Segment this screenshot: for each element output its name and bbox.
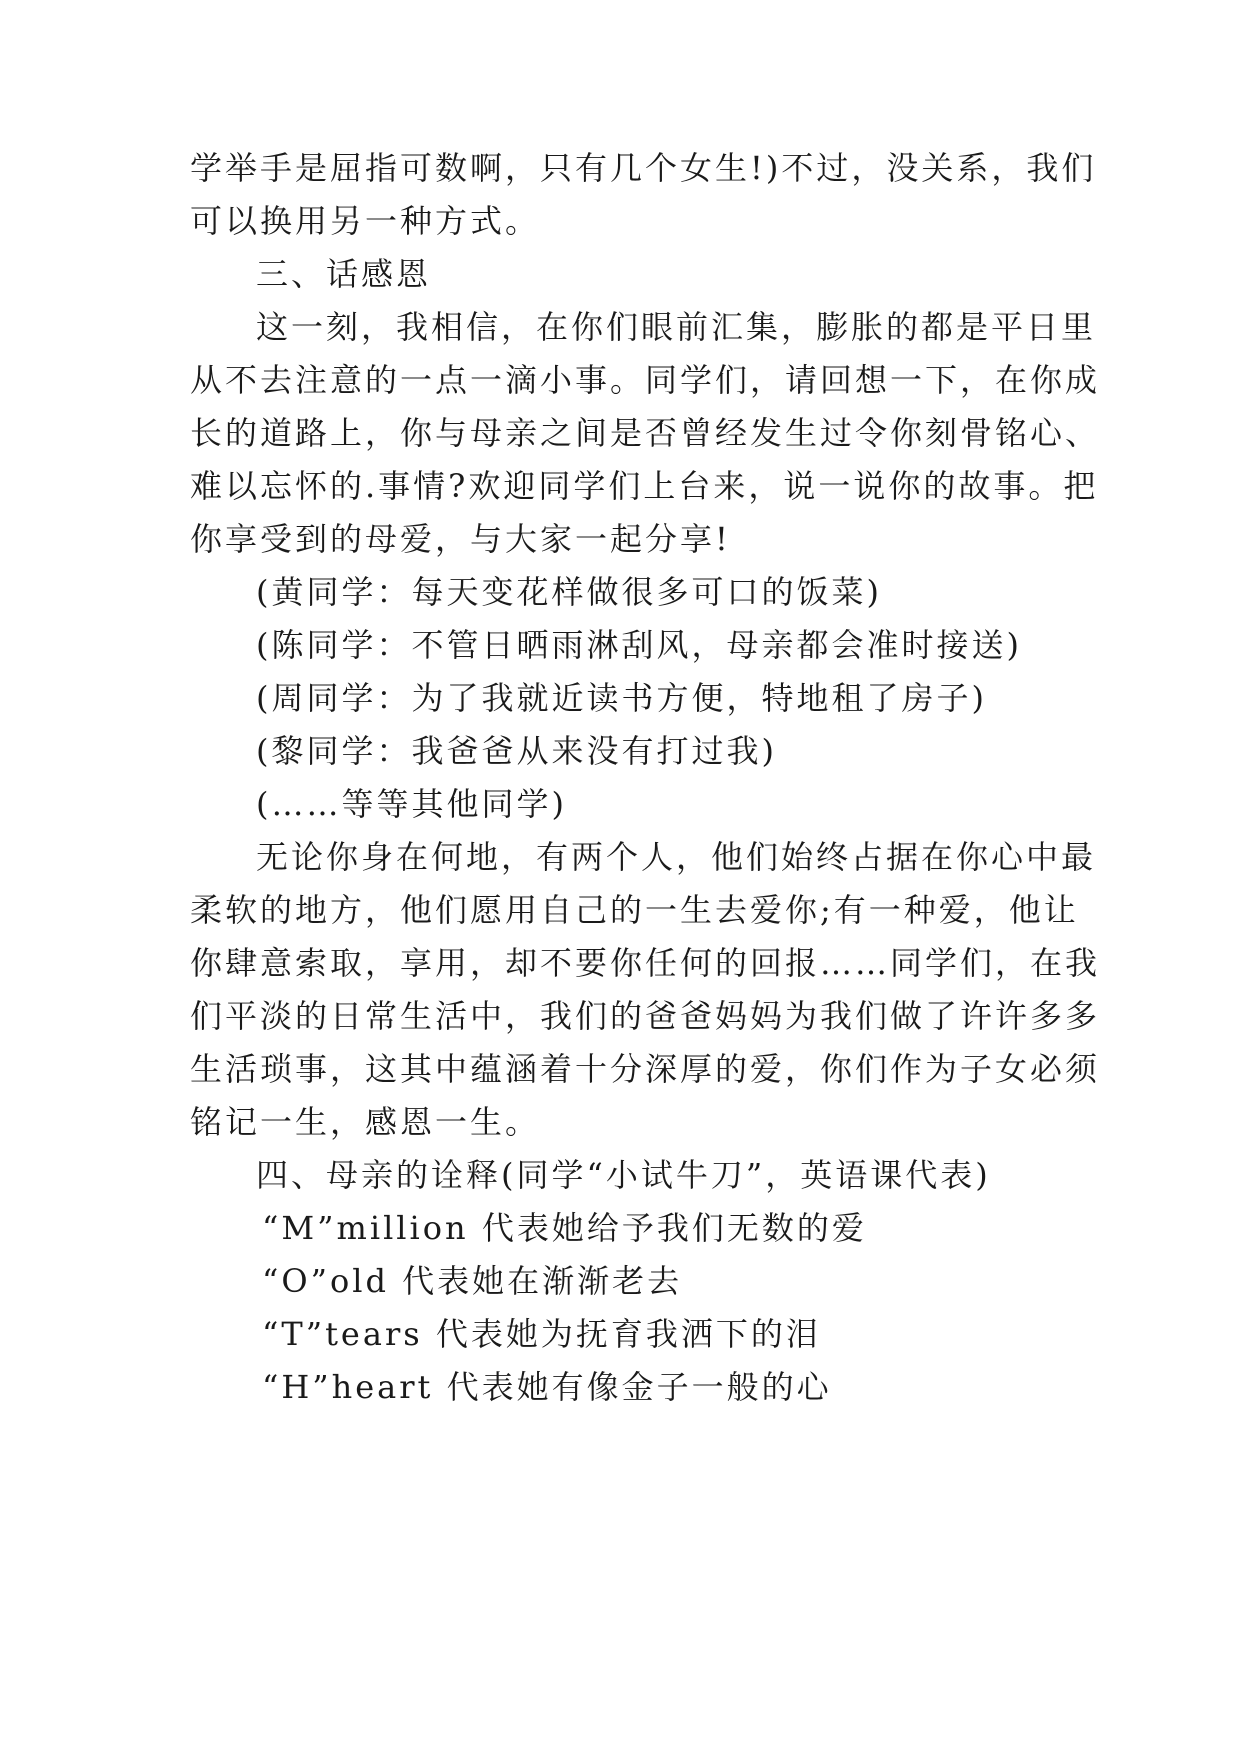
paragraph-line: 学举手是屈指可数啊，只有几个女生!)不过，没关系，我们 bbox=[190, 149, 1097, 187]
paragraph-line: 铭记一生，感恩一生。 bbox=[190, 1103, 541, 1141]
section-heading: 三、话感恩 bbox=[256, 255, 432, 293]
student-note: (……等等其他同学) bbox=[256, 785, 567, 823]
mother-letter-line: “O”old 代表她在渐渐老去 bbox=[262, 1262, 683, 1300]
paragraph-line: 你享受到的母爱，与大家一起分享! bbox=[190, 520, 731, 558]
paragraph-line: 们平淡的日常生活中，我们的爸爸妈妈为我们做了许许多多 bbox=[190, 997, 1101, 1035]
paragraph-line: 长的道路上，你与母亲之间是否曾经发生过令你刻骨铭心、 bbox=[190, 414, 1101, 452]
student-note: (黄同学：每天变花样做很多可口的饭菜) bbox=[256, 573, 882, 611]
paragraph-line: 这一刻，我相信，在你们眼前汇集，膨胀的都是平日里 bbox=[256, 308, 1097, 346]
student-note: (黎同学：我爸爸从来没有打过我) bbox=[256, 732, 777, 770]
paragraph-line: 柔软的地方，他们愿用自己的一生去爱你;有一种爱，他让 bbox=[190, 891, 1079, 929]
paragraph-line: 从不去注意的一点一滴小事。同学们，请回想一下，在你成 bbox=[190, 361, 1101, 399]
student-note: (周同学：为了我就近读书方便，特地租了房子) bbox=[256, 679, 987, 717]
paragraph-line: 生活琐事，这其中蕴涵着十分深厚的爱，你们作为子女必须 bbox=[190, 1050, 1101, 1088]
paragraph-line: 你肆意索取，享用，却不要你任何的回报……同学们，在我 bbox=[190, 944, 1101, 982]
mother-letter-line: “T”tears 代表她为抚育我洒下的泪 bbox=[262, 1315, 821, 1353]
section-heading: 四、母亲的诠释(同学“小试牛刀”，英语课代表) bbox=[256, 1156, 991, 1194]
paragraph-line: 无论你身在何地，有两个人，他们始终占据在你心中最 bbox=[256, 838, 1097, 876]
student-note: (陈同学：不管日晒雨淋刮风，母亲都会准时接送) bbox=[256, 626, 1022, 664]
paragraph-line: 难以忘怀的.事情?欢迎同学们上台来，说一说你的故事。把 bbox=[190, 467, 1099, 505]
mother-letter-line: “M”million 代表她给予我们无数的爱 bbox=[262, 1209, 867, 1247]
paragraph-line: 可以换用另一种方式。 bbox=[190, 202, 541, 240]
mother-letter-line: “H”heart 代表她有像金子一般的心 bbox=[262, 1368, 832, 1406]
